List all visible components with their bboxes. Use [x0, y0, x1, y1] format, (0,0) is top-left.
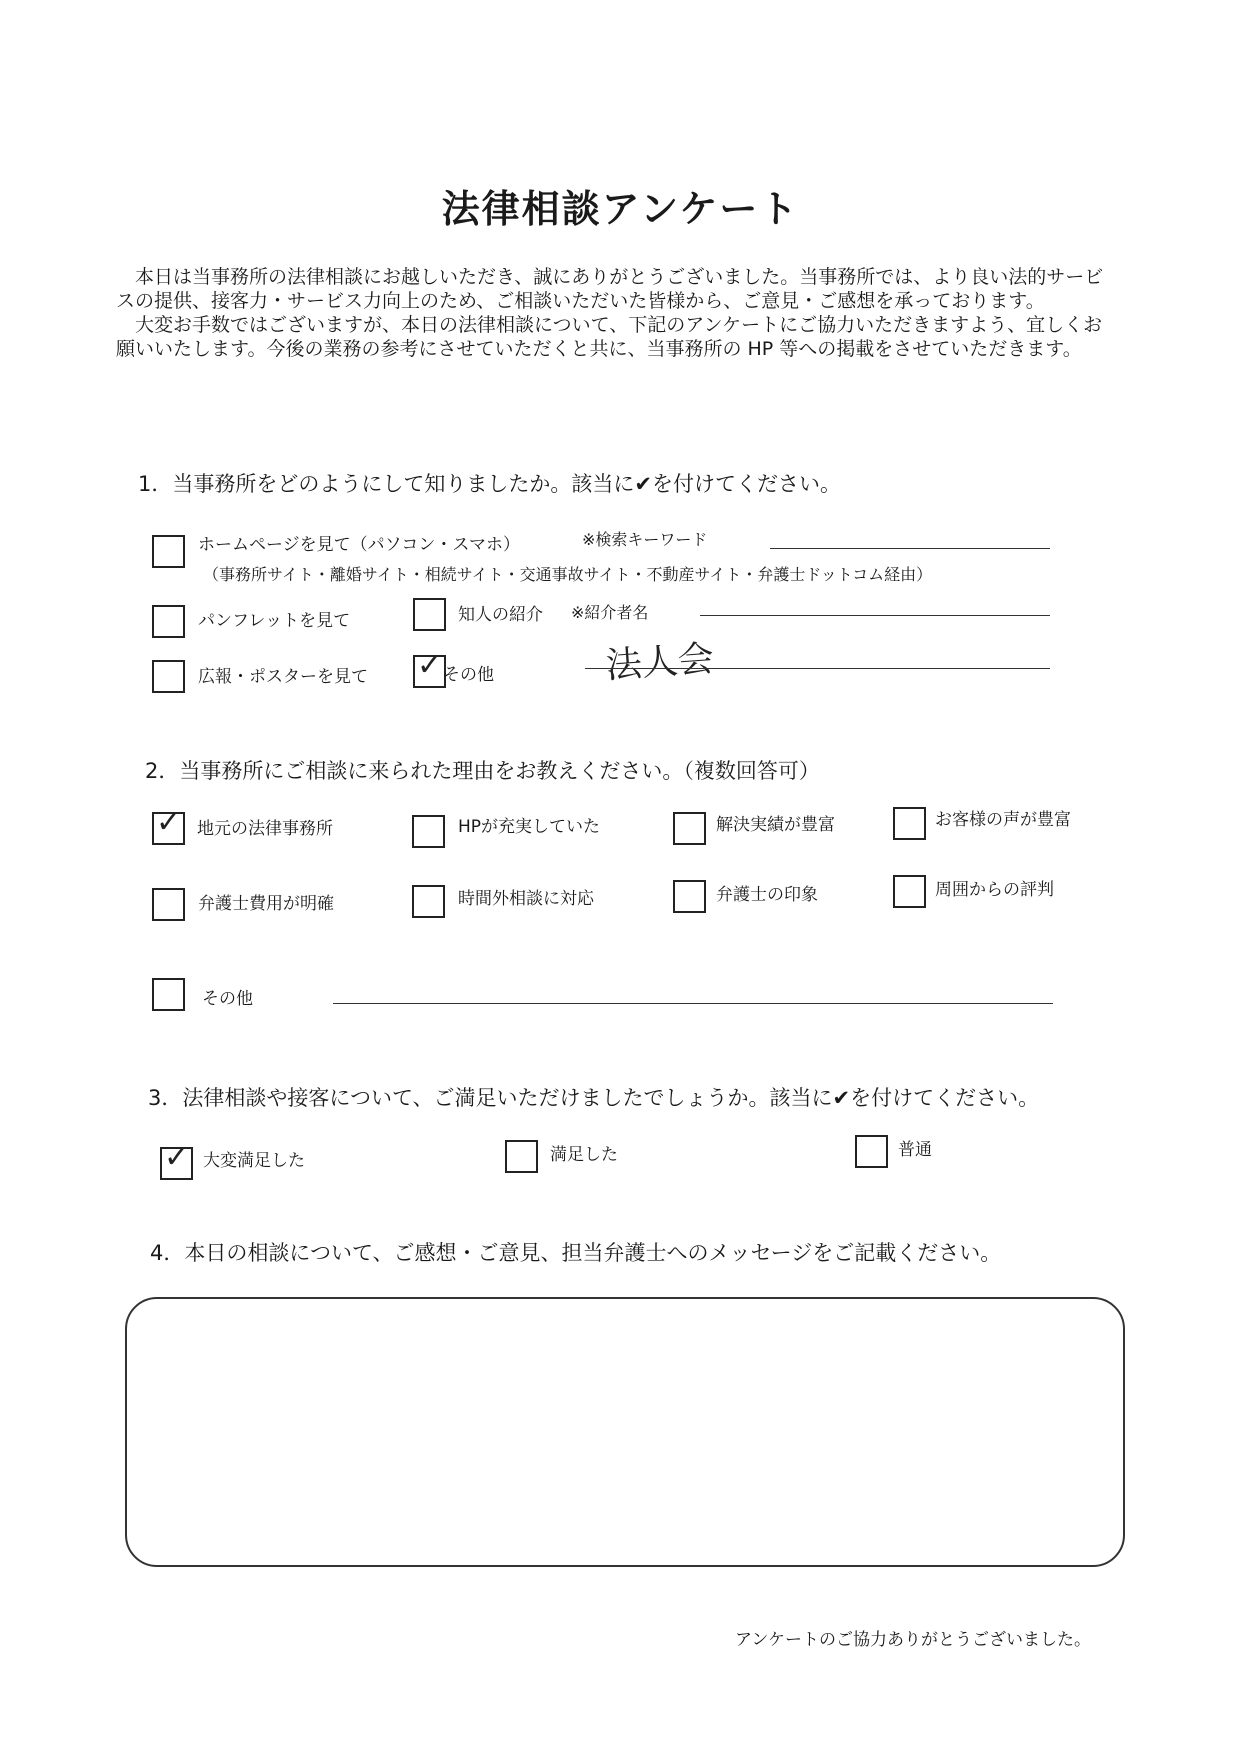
- q2-label-results: 解決実績が豊富: [716, 815, 835, 835]
- q2-checkbox-afterhours[interactable]: [412, 885, 445, 918]
- q2-other-line[interactable]: [333, 1003, 1053, 1004]
- check-mark-icon: ✓: [156, 805, 182, 840]
- q2-label-fees: 弁護士費用が明確: [198, 894, 334, 914]
- q1-referrer-line[interactable]: [700, 615, 1050, 616]
- q2-checkbox-local[interactable]: [152, 805, 185, 845]
- q2-label-other: その他: [202, 989, 253, 1009]
- q3-checkbox-satisfied[interactable]: [505, 1140, 538, 1173]
- intro-paragraph-2: 大変お手数ではございますが、本日の法律相談について、下記のアンケートにご協力いただきますよう、宜しくお願いいたします。今後の業務の参考にさせていただくと共に、当事務所の HP 等への掲載をさせていただきます。: [116, 314, 1103, 360]
- q1-note-sites: （事務所サイト・離婚サイト・相続サイト・交通事故サイト・不動産サイト・弁護士ドットコム経由）: [203, 565, 933, 584]
- q1-question: 1．当事務所をどのようにして知りましたか。該当に✔を付けてください。: [138, 472, 841, 496]
- message-box[interactable]: [125, 1297, 1125, 1567]
- q1-label-pamphlet: パンフレットを見て: [198, 611, 351, 631]
- q3-label-normal: 普通: [898, 1140, 932, 1160]
- q2-checkbox-other[interactable]: [152, 978, 185, 1011]
- q1-keyword-line[interactable]: [770, 548, 1050, 549]
- q3-label-satisfied: 満足した: [550, 1145, 618, 1165]
- q2-label-impression: 弁護士の印象: [716, 885, 818, 905]
- q1-label-acquaintance: 知人の紹介: [458, 605, 543, 625]
- q1-checkbox-ad[interactable]: [152, 660, 185, 693]
- q1-label-homepage: ホームページを見て（パソコン・スマホ）: [198, 535, 520, 555]
- q1-other-line[interactable]: [585, 668, 1050, 669]
- q1-other-handwritten-answer: 法人会: [604, 638, 716, 687]
- q3-label-very-satisfied: 大変満足した: [203, 1151, 305, 1171]
- q4-question: 4．本日の相談について、ご感想・ご意見、担当弁護士へのメッセージをご記載ください。: [150, 1241, 1002, 1265]
- q2-checkbox-fees[interactable]: [152, 888, 185, 921]
- q3-checkbox-very-satisfied[interactable]: [160, 1140, 193, 1180]
- check-mark-icon: ✓: [417, 648, 443, 683]
- intro-text: [116, 265, 1106, 361]
- q2-checkbox-impression[interactable]: [673, 880, 706, 913]
- q2-checkbox-results[interactable]: [673, 812, 706, 845]
- q2-question: 2．当事務所にご相談に来られた理由をお教えください。（複数回答可）: [145, 759, 820, 783]
- q1-checkbox-homepage[interactable]: [152, 535, 185, 568]
- q2-label-local: 地元の法律事務所: [197, 819, 333, 839]
- q2-label-reputation: 周囲からの評判: [935, 880, 1054, 900]
- q1-label-ad: 広報・ポスターを見て: [198, 667, 368, 687]
- q1-note-keyword: ※検索キーワード: [582, 530, 708, 549]
- q2-label-hp: HPが充実していた: [458, 817, 601, 837]
- q1-checkbox-pamphlet[interactable]: [152, 605, 185, 638]
- q1-note-referrer: ※紹介者名: [571, 603, 649, 622]
- q1-checkbox-acquaintance[interactable]: [413, 598, 446, 631]
- intro-paragraph-1: 本日は当事務所の法律相談にお越しいただき、誠にありがとうございました。当事務所では、より良い法的サービスの提供、接客力・サービス力向上のため、ご相談いただいた皆様から、ご意見・ご感想を承っております。: [116, 266, 1104, 312]
- q2-checkbox-hp[interactable]: [412, 815, 445, 848]
- q1-label-other: その他: [443, 665, 494, 685]
- check-mark-icon: ✓: [164, 1140, 190, 1175]
- q3-checkbox-normal[interactable]: [855, 1135, 888, 1168]
- q2-checkbox-voices[interactable]: [893, 807, 926, 840]
- q2-label-voices: お客様の声が豊富: [935, 810, 1071, 830]
- q2-checkbox-reputation[interactable]: [893, 875, 926, 908]
- q3-question: 3．法律相談や接客について、ご満足いただけましたでしょうか。該当に✔を付けてください。: [148, 1086, 1040, 1110]
- q2-label-afterhours: 時間外相談に対応: [458, 889, 594, 909]
- page-title: 法律相談アンケート: [441, 187, 800, 231]
- q1-checkbox-other[interactable]: [413, 648, 446, 688]
- footer-thanks: アンケートのご協力ありがとうございました。: [735, 1630, 1091, 1650]
